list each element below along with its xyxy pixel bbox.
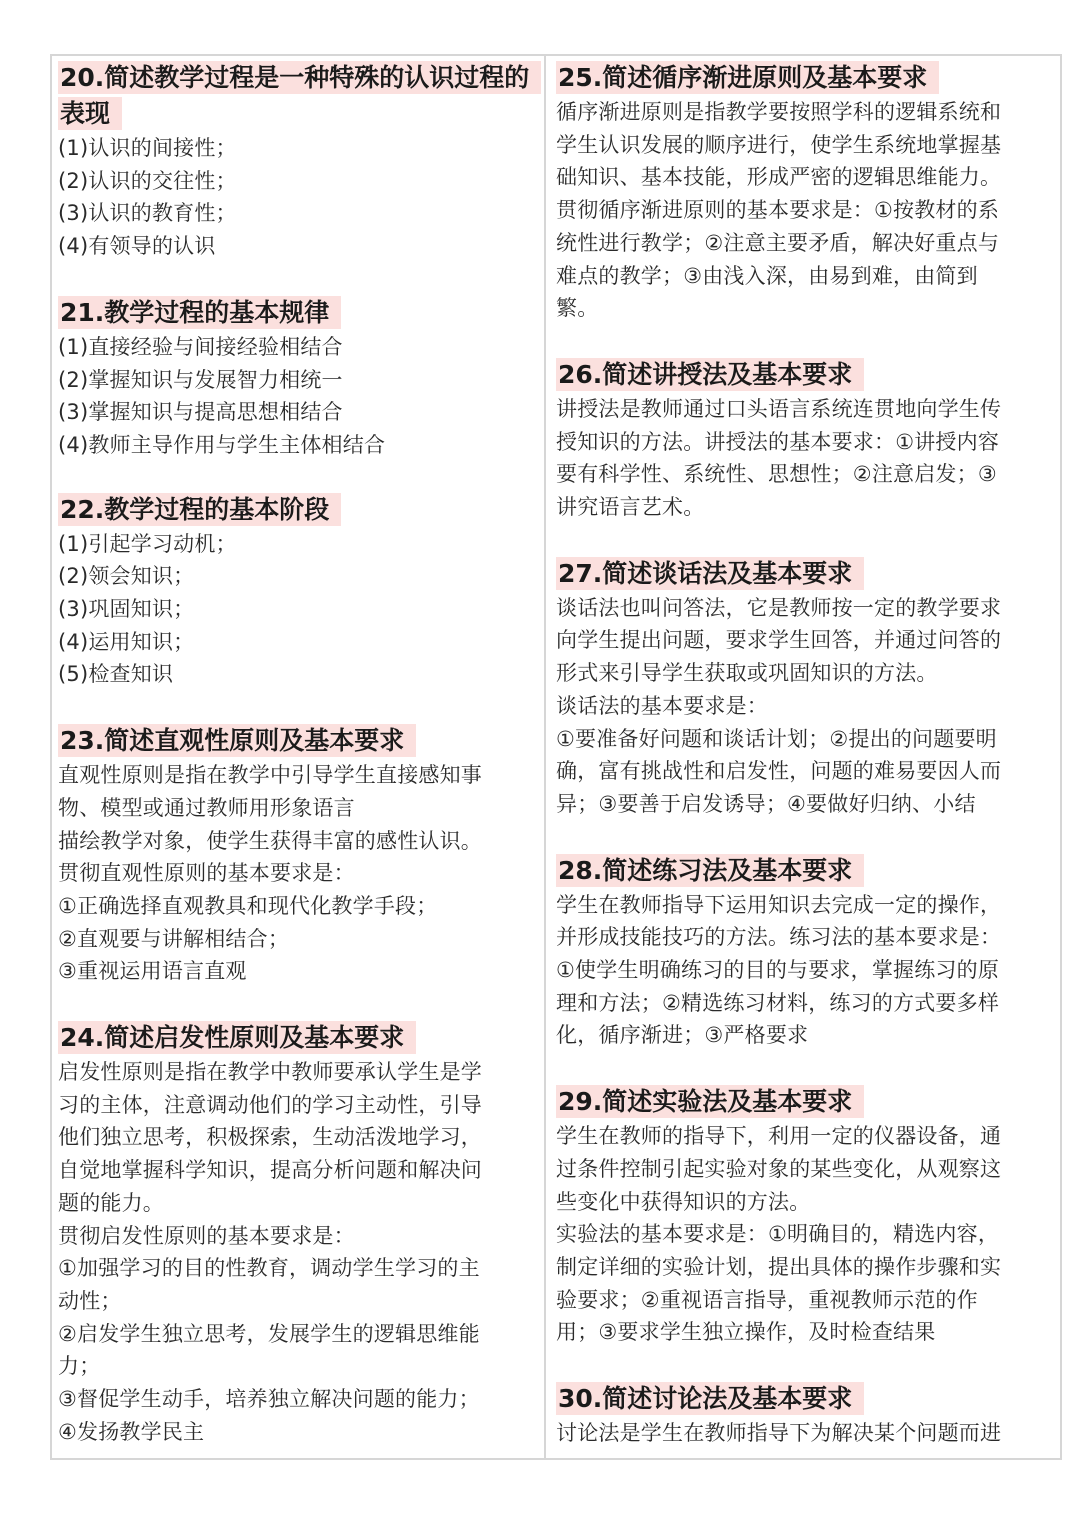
paragraph-line: 讲授法是教师通过口头语言系统连贯地向学生传 bbox=[556, 396, 1002, 421]
section-title: 21.教学过程的基本规律 bbox=[58, 296, 341, 329]
paragraph-line: 谈话法的基本要求是： bbox=[556, 693, 768, 718]
section-28 bbox=[556, 853, 1054, 1053]
paragraph-line: 谈话法也叫问答法，它是教师按一定的教学要求 bbox=[556, 595, 1002, 620]
paragraph-line: 要有科学性、系统性、思想性；②注意启发；③ bbox=[556, 462, 997, 487]
section-heading bbox=[556, 60, 1054, 96]
list-item: (2)领会知识； bbox=[58, 564, 195, 589]
paragraph-line: 化，循序渐进；③严格要求 bbox=[556, 1023, 809, 1048]
paragraph-line: ①正确选择直观教具和现代化教学手段； bbox=[58, 893, 438, 918]
paragraph-line: 实验法的基本要求是：①明确目的，精选内容， bbox=[556, 1222, 1000, 1247]
list-item: (4)有领导的认识 bbox=[58, 234, 216, 259]
section-title: 22.教学过程的基本阶段 bbox=[58, 493, 341, 526]
list-item: (5)检查知识 bbox=[58, 662, 174, 687]
section-20 bbox=[58, 60, 536, 263]
paragraph-line: 授知识的方法。讲授法的基本要求：①讲授内容 bbox=[556, 429, 1000, 454]
section-24 bbox=[58, 1020, 536, 1448]
section-heading bbox=[58, 60, 536, 132]
section-heading bbox=[556, 1084, 1054, 1120]
paragraph-line: 启发性原则是指在教学中教师要承认学生是学 bbox=[58, 1060, 482, 1085]
section-23 bbox=[58, 723, 536, 988]
paragraph-line: 向学生提出问题，要求学生回答，并通过问答的 bbox=[556, 628, 1002, 653]
section-25 bbox=[556, 60, 1054, 325]
section-title: 20.简述教学过程是一种特殊的认识过程的表现 bbox=[58, 61, 541, 130]
paragraph-line: ①要准备好问题和谈话计划；②提出的问题要明 bbox=[556, 726, 997, 751]
section-title: 26.简述讲授法及基本要求 bbox=[556, 358, 864, 391]
list-item: (4)教师主导作用与学生主体相结合 bbox=[58, 432, 386, 457]
section-title: 30.简述讨论法及基本要求 bbox=[556, 1382, 864, 1415]
paragraph-line: 学生在教师指导下运用知识去完成一定的操作， bbox=[556, 892, 1002, 917]
paragraph-line: 用；③要求学生独立操作，及时检查结果 bbox=[556, 1320, 936, 1345]
section-title: 24.简述启发性原则及基本要求 bbox=[58, 1021, 416, 1054]
list-item: (3)巩固知识； bbox=[58, 597, 195, 622]
paragraph-line: 并形成技能技巧的方法。练习法的基本要求是： bbox=[556, 925, 1002, 950]
paragraph-line: 异；③要善于启发诱导；④要做好归纳、小结 bbox=[556, 791, 976, 816]
paragraph-line: ①使学生明确练习的目的与要求，掌握练习的原 bbox=[556, 958, 1000, 983]
section-30 bbox=[556, 1381, 1054, 1450]
section-heading bbox=[58, 492, 536, 528]
list-item: (2)认识的交往性； bbox=[58, 168, 237, 193]
section-29 bbox=[556, 1084, 1054, 1349]
paragraph-line: ②直观要与讲解相结合； bbox=[58, 926, 290, 951]
paragraph-line: 讨论法是学生在教师指导下为解决某个问题而进 bbox=[556, 1421, 1002, 1446]
section-heading bbox=[58, 1020, 536, 1056]
section-title: 29.简述实验法及基本要求 bbox=[556, 1085, 864, 1118]
section-heading bbox=[58, 723, 536, 759]
list-item: (1)直接经验与间接经验相结合 bbox=[58, 334, 343, 359]
section-title: 27.简述谈话法及基本要求 bbox=[556, 557, 864, 590]
paragraph-line: 贯彻直观性原则的基本要求是： bbox=[58, 861, 355, 886]
paragraph-line: ③重视运用语言直观 bbox=[58, 959, 247, 984]
paragraph-line: 讲究语言艺术。 bbox=[556, 495, 705, 520]
list-item: (1)引起学习动机； bbox=[58, 531, 237, 556]
paragraph-line: 验要求；②重视语言指导，重视教师示范的作 bbox=[556, 1287, 978, 1312]
paragraph-line: 统性进行教学；②注意主要矛盾，解决好重点与 bbox=[556, 230, 1000, 255]
paragraph-line: ③督促学生动手，培养独立解决问题的能力； bbox=[58, 1387, 480, 1412]
list-item: (4)运用知识； bbox=[58, 629, 195, 654]
paragraph-line: 些变化中获得知识的方法。 bbox=[556, 1189, 811, 1214]
section-22 bbox=[58, 492, 536, 692]
section-21 bbox=[58, 295, 536, 462]
paragraph-line: 学生认识发展的顺序进行，使学生系统地掌握基 bbox=[556, 132, 1002, 157]
paragraph-line: 过条件控制引起实验对象的某些变化，从观察这 bbox=[556, 1156, 1002, 1181]
paragraph-line: 理和方法；②精选练习材料，练习的方式要多样 bbox=[556, 990, 1000, 1015]
paragraph-line: 难点的教学；③由浅入深，由易到难，由简到 bbox=[556, 263, 978, 288]
paragraph-line: 物、模型或通过教师用形象语言 bbox=[58, 795, 355, 820]
section-heading bbox=[58, 295, 536, 331]
paragraph-line: 力； bbox=[58, 1354, 101, 1379]
list-item: (3)掌握知识与提高思想相结合 bbox=[58, 400, 343, 425]
paragraph-line: 描绘教学对象，使学生获得丰富的感性认识。 bbox=[58, 828, 482, 853]
list-item: (2)掌握知识与发展智力相统一 bbox=[58, 367, 343, 392]
paragraph-line: 他们独立思考，积极探索，生动活泼地学习， bbox=[58, 1125, 482, 1150]
section-heading bbox=[556, 1381, 1054, 1417]
paragraph-line: ①加强学习的目的性教育，调动学生学习的主 bbox=[58, 1256, 480, 1281]
paragraph-line: 动性； bbox=[58, 1288, 122, 1313]
paragraph-line: 形式来引导学生获取或巩固知识的方法。 bbox=[556, 661, 938, 686]
paragraph-line: 题的能力。 bbox=[58, 1190, 164, 1215]
list-item: (1)认识的间接性； bbox=[58, 136, 237, 160]
paragraph-line: 学生在教师的指导下，利用一定的仪器设备，通 bbox=[556, 1124, 1002, 1149]
paragraph-line: 础知识、基本技能，形成严密的逻辑思维能力。 bbox=[556, 165, 1002, 190]
section-heading bbox=[556, 357, 1054, 393]
paragraph-line: ④发扬教学民主 bbox=[58, 1419, 205, 1444]
section-26 bbox=[556, 357, 1054, 524]
right-column bbox=[556, 60, 1054, 1450]
list-item: (3)认识的教育性； bbox=[58, 201, 237, 226]
paragraph-line: 繁。 bbox=[556, 296, 599, 321]
paragraph-line: 贯彻启发性原则的基本要求是： bbox=[58, 1223, 355, 1248]
paragraph-line: ②启发学生独立思考，发展学生的逻辑思维能 bbox=[58, 1321, 480, 1346]
paragraph-line: 自觉地掌握科学知识，提高分析问题和解决问 bbox=[58, 1158, 482, 1183]
section-title: 25.简述循序渐进原则及基本要求 bbox=[556, 61, 939, 94]
left-column bbox=[58, 60, 536, 1449]
section-title: 23.简述直观性原则及基本要求 bbox=[58, 724, 416, 757]
paragraph-line: 确，富有挑战性和启发性，问题的难易要因人而 bbox=[556, 759, 1002, 784]
section-heading bbox=[556, 853, 1054, 889]
paragraph-line: 循序渐进原则是指教学要按照学科的逻辑系统和 bbox=[556, 100, 1002, 124]
paragraph-line: 直观性原则是指在教学中引导学生直接感知事 bbox=[58, 763, 482, 788]
paragraph-line: 贯彻循序渐进原则的基本要求是：①按教材的系 bbox=[556, 198, 1000, 223]
section-heading bbox=[556, 556, 1054, 592]
paragraph-line: 习的主体，注意调动他们的学习主动性，引导 bbox=[58, 1092, 482, 1117]
section-title: 28.简述练习法及基本要求 bbox=[556, 854, 864, 887]
paragraph-line: 制定详细的实验计划，提出具体的操作步骤和实 bbox=[556, 1254, 1002, 1279]
section-27 bbox=[556, 556, 1054, 821]
column-divider bbox=[544, 54, 546, 1460]
